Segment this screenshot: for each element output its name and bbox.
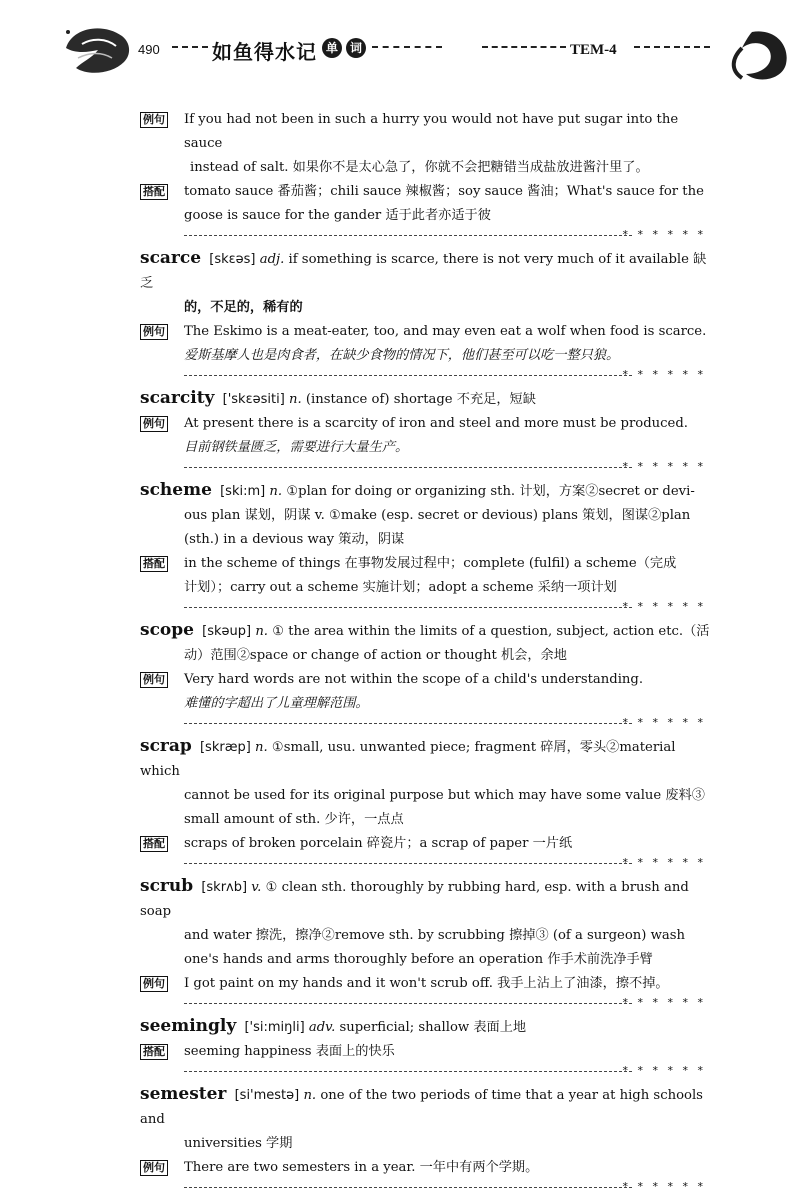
collocation-tag: 搭配	[140, 556, 168, 572]
part-of-speech: v.	[251, 880, 262, 895]
series-label: TEM-4	[570, 42, 617, 58]
example-tag: 例句	[140, 112, 168, 128]
header-divider	[634, 46, 710, 48]
phonetic: [skəup]	[202, 624, 252, 639]
page-header	[0, 0, 800, 80]
headword: scrub	[140, 876, 194, 896]
phonetic: [si'mestə]	[234, 1088, 300, 1103]
example-line: I got paint on my hands and it won't scrub off. 我手上沾上了油漆，擦不掉。	[184, 976, 669, 991]
part-of-speech: n.	[269, 484, 283, 499]
entry-separator: * * * * * *	[184, 716, 712, 730]
phonetic: ['skɛəsiti]	[222, 392, 285, 407]
part-of-speech: n.	[303, 1088, 317, 1103]
example-tag: 例句	[140, 416, 168, 432]
decorative-swirl-icon	[712, 24, 792, 86]
example-tag: 例句	[140, 1160, 168, 1176]
entry-scheme	[140, 478, 712, 600]
entry-scrap	[140, 734, 712, 856]
definition: ①small, usu. unwanted piece; fragment 碎屑，零头②material which	[140, 740, 676, 779]
example-line: 目前钢铁量匮乏，需要进行大量生产。	[184, 440, 409, 455]
entry-separator: * * * * * *	[184, 228, 712, 242]
dictionary-page-content	[140, 108, 712, 1198]
definition: ①plan for doing or organizing sth. 计划，方案②secret or devi-	[286, 484, 695, 499]
example-tag: 例句	[140, 976, 168, 992]
header-divider	[372, 46, 442, 48]
part-of-speech: n.	[288, 392, 302, 407]
definition-cont: 的，不足的，稀有的	[184, 300, 303, 315]
example-line: At present there is a scarcity of iron and steel and more must be produced.	[184, 416, 688, 431]
collocation-block	[140, 180, 712, 228]
entry-scrub	[140, 874, 712, 996]
definition: ① the area within the limits of a question, subject, action etc.（活	[272, 624, 710, 639]
headword: seemingly	[140, 1016, 237, 1036]
definition: one of the two periods of time that a year at high schools and	[140, 1088, 703, 1127]
part-of-speech: n.	[255, 624, 268, 639]
entry-seemingly	[140, 1014, 712, 1064]
headword: scarcity	[140, 388, 215, 408]
entry-separator: * * * * * *	[184, 460, 712, 474]
example-block	[140, 668, 712, 716]
phonetic: [ski:m]	[220, 484, 266, 499]
example-line: Very hard words are not within the scope of a child's understanding.	[184, 672, 644, 687]
entry-separator: * * * * * *	[184, 368, 712, 382]
entry-separator: * * * * * *	[184, 996, 712, 1010]
collocation-line: 计划）；carry out a scheme 实施计划；adopt a scheme 采纳一项计划	[184, 580, 617, 595]
entry-separator: * * * * * *	[184, 856, 712, 870]
collocation-tag: 搭配	[140, 184, 168, 200]
definition: ① clean sth. thoroughly by rubbing hard, esp. with a brush and soap	[140, 880, 689, 919]
entry-scope	[140, 618, 712, 716]
definition-cont: cannot be used for its original purpose but which may have some value 废料③	[184, 788, 705, 803]
part-of-speech: n.	[255, 740, 268, 755]
headword: semester	[140, 1084, 227, 1104]
definition-cont: (sth.) in a devious way 策动，阴谋	[184, 532, 405, 547]
entry-scarce	[140, 246, 712, 368]
part-of-speech: adv.	[308, 1020, 336, 1035]
collocation-line: in the scheme of things 在事物发展过程中；complete (fulfil) a scheme（完成	[184, 556, 677, 571]
collocation-line: tomato sauce 番茄酱；chili sauce 辣椒酱；soy sauce 酱油；What's sauce for the	[184, 184, 704, 199]
entry-separator: * * * * * *	[184, 600, 712, 614]
entry-separator: * * * * * *	[184, 1064, 712, 1078]
example-line: There are two semesters in a year. 一年中有两个学期。	[184, 1160, 539, 1175]
entry-scarcity	[140, 386, 712, 460]
example-tag: 例句	[140, 324, 168, 340]
example-block	[140, 412, 712, 460]
definition-cont: ous plan 谋划，阴谋 v. ①make (esp. secret or devious) plans 策划，图谋②plan	[184, 508, 691, 523]
collocation-tag: 搭配	[140, 836, 168, 852]
definition-cont: one's hands and arms thoroughly before an operation 作手术前洗净手臂	[184, 952, 653, 967]
badge-ci: 词	[346, 38, 366, 58]
collocation-block	[140, 552, 712, 600]
phonetic: [skɛəs]	[209, 252, 256, 267]
entry-separator: * * * * * *	[184, 1180, 712, 1194]
header-divider	[172, 46, 208, 48]
definition: if something is scarce, there is not very much of it available 缺乏	[140, 252, 707, 291]
definition-cont: 动）范围②space or change of action or thought 机会，余地	[184, 648, 567, 663]
phonetic: [skræp]	[199, 740, 251, 755]
example-line: If you had not been in such a hurry you would not have put sugar into the sauce	[184, 112, 679, 151]
definition-cont: universities 学期	[184, 1136, 293, 1151]
headword: scarce	[140, 248, 202, 268]
headword: scope	[140, 620, 194, 640]
collocation-tag: 搭配	[140, 1044, 168, 1060]
collocation-line: scraps of broken porcelain 碎瓷片；a scrap of paper 一片纸	[184, 836, 573, 851]
book-title: 如鱼得水记	[212, 40, 317, 64]
badge-dan: 单	[322, 38, 342, 58]
phonetic: ['si:miŋli]	[244, 1020, 305, 1035]
example-block	[140, 108, 712, 180]
collocation-line: seeming happiness 表面上的快乐	[184, 1044, 395, 1059]
definition: (instance of) shortage 不充足，短缺	[305, 392, 536, 407]
header-divider	[482, 46, 566, 48]
example-block	[140, 320, 712, 368]
example-line: instead of salt. 如果你不是太心急了，你就不会把糖错当成盐放进酱汁里了。	[190, 160, 649, 175]
part-of-speech: adj.	[259, 252, 285, 267]
headword: scrap	[140, 736, 192, 756]
example-tag: 例句	[140, 672, 168, 688]
phonetic: [skrʌb]	[201, 880, 248, 895]
page-number: 490	[138, 42, 160, 57]
definition-cont: small amount of sth. 少许，一点点	[184, 812, 404, 827]
definition-cont: and water 擦洗，擦净②remove sth. by scrubbing 擦掉③ (of a surgeon) wash	[184, 928, 686, 943]
example-line: 难懂的字超出了儿童理解范围。	[184, 696, 369, 711]
example-line: The Eskimo is a meat-eater, too, and may even eat a wolf when food is scarce.	[184, 324, 707, 339]
entry-semester	[140, 1082, 712, 1180]
headword: scheme	[140, 480, 212, 500]
example-line: 爱斯基摩人也是肉食者，在缺少食物的情况下，他们甚至可以吃一整只狼。	[184, 348, 620, 363]
collocation-line: goose is sauce for the gander 适于此者亦适于彼	[184, 208, 491, 223]
definition: superficial; shallow 表面上地	[339, 1020, 527, 1035]
decorative-brush-icon	[62, 18, 134, 80]
